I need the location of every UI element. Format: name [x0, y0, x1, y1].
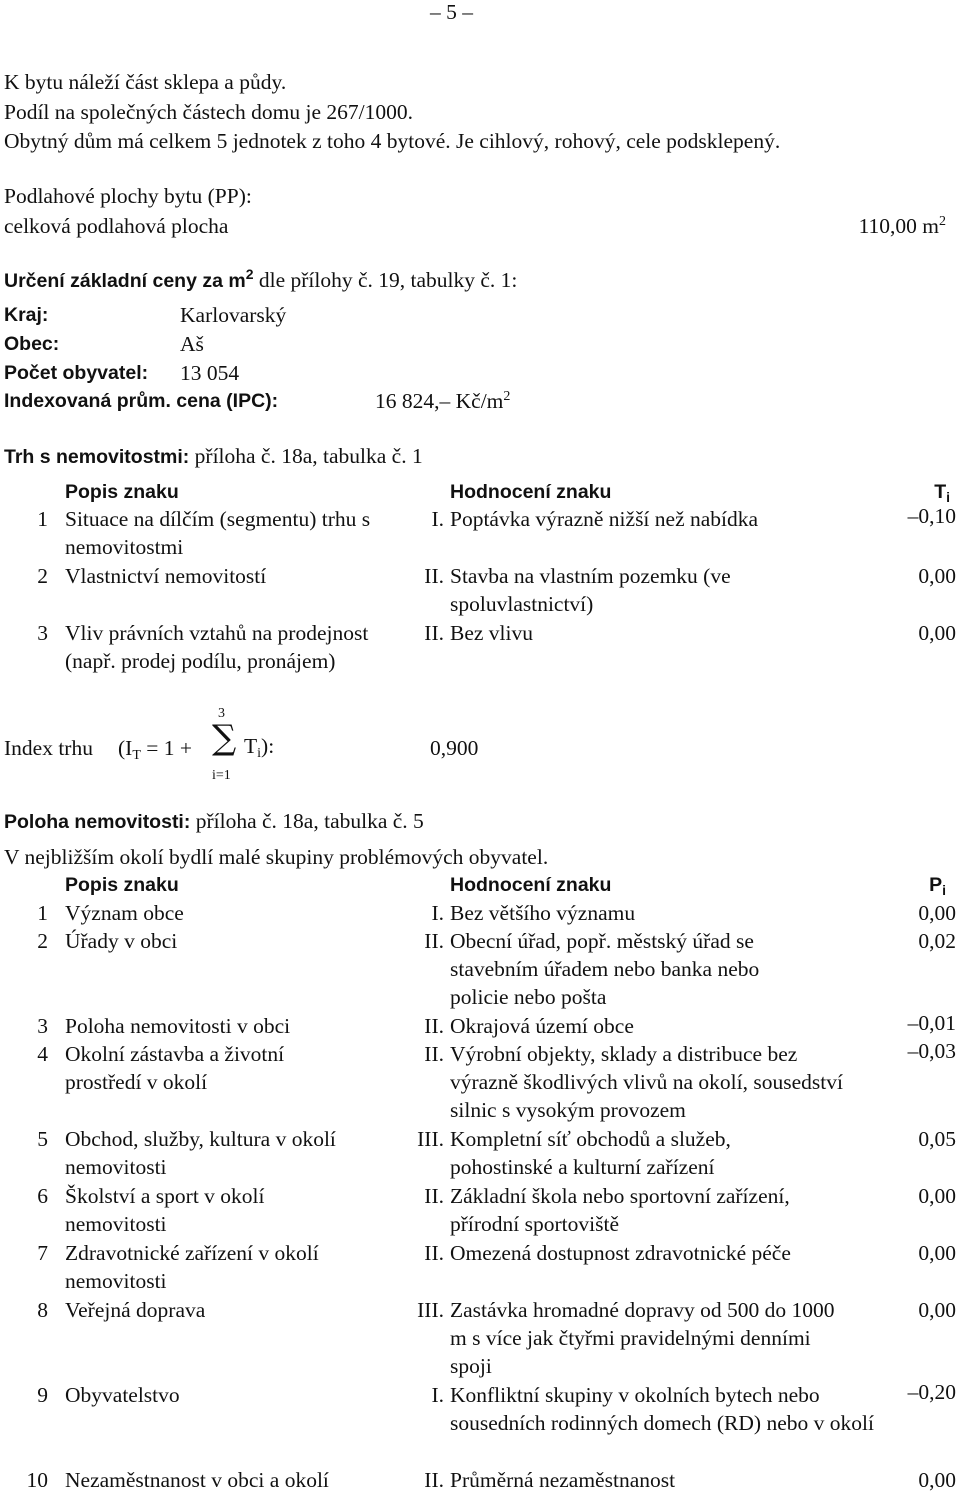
location-row — [0, 1239, 960, 1296]
sum-top: 3 — [218, 706, 225, 721]
location-row — [0, 1381, 960, 1466]
location-row-level: III. — [417, 1127, 444, 1151]
location-row-number: 3 — [37, 1014, 48, 1038]
location-row-level: II. — [424, 929, 444, 953]
location-row-number: 6 — [37, 1184, 48, 1208]
market-row-desc: Vlastnictví nemovitostí — [65, 564, 267, 588]
location-row-number: 9 — [37, 1383, 48, 1407]
location-row — [0, 1012, 960, 1040]
location-row-value: –0,03 — [907, 1039, 956, 1063]
location-row-number: 10 — [26, 1468, 48, 1492]
location-row-number: 2 — [37, 929, 48, 953]
location-row-level: III. — [417, 1298, 444, 1322]
location-row — [0, 927, 960, 1012]
intro-line-3: Obytný dům má celkem 5 jednotek z toho 4 bytové. Je cihlový, rohový, cele podsklepený. — [4, 129, 781, 153]
location-row-level: I. — [431, 1383, 444, 1407]
location-row-level: II. — [424, 1014, 444, 1038]
pocet-label: Počet obyvatel: — [4, 362, 149, 384]
sum-term-sub: i — [257, 746, 262, 761]
location-row-level: I. — [431, 901, 444, 925]
location-row — [0, 1125, 960, 1182]
location-row-value: 0,05 — [918, 1127, 956, 1151]
location-row-eval: Kompletní síť obchodů a služeb, pohostinské a kulturní zařízení — [450, 1127, 731, 1179]
index-formula — [118, 734, 192, 766]
location-row — [0, 1296, 960, 1381]
sum-term — [244, 732, 274, 764]
pocet-value: 13 054 — [180, 361, 240, 385]
floor-value — [859, 212, 946, 244]
location-row-desc: Poloha nemovitosti v obci — [65, 1014, 291, 1038]
location-row-number: 7 — [37, 1241, 48, 1265]
floor-label: celková podlahová plocha — [4, 214, 229, 238]
market-row-desc: Vliv právních vztahů na prodejnost (např. prodej podílu, pronájem) — [65, 621, 369, 673]
location-heading — [4, 807, 424, 836]
sum-bottom: i=1 — [212, 768, 231, 783]
market-row — [0, 619, 960, 709]
location-row-eval: Bez většího významu — [450, 901, 636, 925]
location-row-eval: Průměrná nezaměstnanost — [450, 1468, 676, 1492]
location-row-desc: Obyvatelstvo — [65, 1383, 180, 1407]
index-formula-b: = 1 + — [140, 736, 193, 760]
location-row-level: II. — [424, 1241, 444, 1265]
location-row-value: 0,02 — [918, 929, 956, 953]
ipc-value-number: 16 824,– Kč/m — [375, 389, 504, 413]
location-col-hodnoceni: Hodnocení znaku — [450, 874, 612, 896]
floor-value-sup: 2 — [939, 214, 946, 229]
ipc-label: Indexovaná prům. cena (IPC): — [4, 390, 279, 412]
location-heading-b: příloha č. 18a, tabulka č. 5 — [190, 809, 424, 833]
market-row-eval: Stavba na vlastním pozemku (ve spoluvlastnictví) — [450, 564, 731, 616]
location-col-p-letter: P — [929, 874, 943, 896]
location-row-eval: Obecní úřad, popř. městský úřad se stavebním úřadem nebo banka nebo policie nebo pošta — [450, 929, 760, 1009]
index-formula-sub: T — [132, 748, 141, 763]
location-row-eval: Okrajová území obce — [450, 1014, 634, 1038]
market-row-eval: Poptávka výrazně nižší než nabídka — [450, 507, 759, 531]
location-row-desc: Úřady v obci — [65, 929, 178, 953]
location-row — [0, 1466, 960, 1494]
index-label: Index trhu — [4, 736, 93, 760]
kraj-label: Kraj: — [4, 304, 49, 326]
sum-close: ): — [261, 734, 275, 758]
market-heading — [4, 442, 423, 471]
obec-value: Aš — [180, 332, 204, 356]
intro-line-1: K bytu náleží část sklepa a půdy. — [4, 70, 287, 94]
location-row-desc: Zdravotnické zařízení v okolí nemovitosti — [65, 1241, 319, 1293]
market-row — [0, 562, 960, 622]
obec-label: Obec: — [4, 333, 60, 355]
basic-price-heading-sup: 2 — [245, 266, 254, 282]
market-row-number: 1 — [37, 507, 48, 531]
intro-line-2: Podíl na společných částech domu je 267/1000. — [4, 100, 414, 124]
location-row-number: 4 — [37, 1042, 48, 1066]
location-row-eval: Omezená dostupnost zdravotnické péče — [450, 1241, 791, 1265]
location-col-p — [929, 871, 946, 900]
basic-price-heading-b: dle přílohy č. 19, tabulky č. 1: — [253, 268, 518, 292]
market-row-value: –0,10 — [907, 504, 956, 528]
market-row — [0, 505, 960, 565]
location-row-level: II. — [424, 1468, 444, 1492]
location-row-eval: Základní škola nebo sportovní zařízení, přírodní sportoviště — [450, 1184, 790, 1236]
market-heading-b: příloha č. 18a, tabulka č. 1 — [189, 444, 423, 468]
location-row-value: 0,00 — [918, 901, 956, 925]
location-row-eval: Výrobní objekty, sklady a distribuce bez výrazně škodlivých vlivů na okolí, sousedství silnic s vysokým provozem — [450, 1042, 843, 1122]
location-row-value: 0,00 — [918, 1468, 956, 1492]
sum-term-letter: T — [244, 734, 258, 758]
location-col-p-sub: i — [942, 882, 946, 898]
market-heading-a: Trh s nemovitostmi: — [4, 446, 190, 468]
sum-sign: ∑ — [212, 718, 237, 758]
location-row-number: 8 — [37, 1298, 48, 1322]
basic-price-heading — [4, 266, 517, 296]
location-heading-a: Poloha nemovitosti: — [4, 811, 191, 833]
location-row-level: II. — [424, 1042, 444, 1066]
location-row-desc: Školství a sport v okolí nemovitosti — [65, 1184, 265, 1236]
location-row-number: 1 — [37, 901, 48, 925]
location-row-desc: Nezaměstnanost v obci a okolí — [65, 1468, 329, 1492]
location-row-desc: Veřejná doprava — [65, 1298, 206, 1322]
market-col-popis: Popis znaku — [65, 481, 179, 503]
location-row-level: II. — [424, 1184, 444, 1208]
market-row-value: 0,00 — [918, 621, 956, 645]
market-row-value: 0,00 — [918, 564, 956, 588]
ipc-value — [375, 387, 510, 419]
index-formula-a: (I — [118, 736, 133, 760]
location-row-value: 0,00 — [918, 1298, 956, 1322]
market-row-eval: Bez vlivu — [450, 621, 533, 645]
floor-value-number: 110,00 m — [858, 214, 939, 238]
location-row-eval: Konfliktní skupiny v okolních bytech nebo sousedních rodinných domech (RD) nebo v okolí — [450, 1383, 874, 1435]
basic-price-heading-a: Určení základní ceny za m — [4, 270, 246, 292]
market-col-t-letter: T — [934, 481, 947, 503]
market-row-level: II. — [424, 621, 444, 645]
location-row-value: –0,01 — [907, 1011, 956, 1035]
location-row-value: 0,00 — [918, 1184, 956, 1208]
market-row-desc: Situace na dílčím (segmentu) trhu s nemovitostmi — [65, 507, 371, 559]
location-row — [0, 1040, 960, 1125]
location-col-popis: Popis znaku — [65, 874, 179, 896]
location-note: V nejbližším okolí bydlí malé skupiny problémových obyvatel. — [4, 845, 549, 869]
location-row-eval: Zastávka hromadné dopravy od 500 do 1000 m s více jak čtyřmi pravidelnými denními spoji — [450, 1298, 835, 1378]
floor-heading: Podlahové plochy bytu (PP): — [4, 184, 252, 208]
location-row-value: –0,20 — [907, 1380, 956, 1404]
kraj-value: Karlovarský — [180, 303, 287, 327]
market-col-hodnoceni: Hodnocení znaku — [450, 481, 612, 503]
market-col-t-sub: i — [946, 489, 950, 505]
location-row — [0, 899, 960, 927]
location-row-desc: Okolní zástavba a životní prostředí v okolí — [65, 1042, 285, 1094]
market-row-level: I. — [431, 507, 444, 531]
market-row-level: II. — [424, 564, 444, 588]
ipc-value-sup: 2 — [503, 389, 511, 404]
location-row — [0, 1182, 960, 1239]
location-row-value: 0,00 — [918, 1241, 956, 1265]
page-number: – 5 – — [430, 0, 473, 24]
market-row-number: 3 — [37, 621, 48, 645]
location-row-desc: Význam obce — [65, 901, 184, 925]
index-value: 0,900 — [430, 736, 479, 760]
location-row-desc: Obchod, služby, kultura v okolí nemovitosti — [65, 1127, 336, 1179]
market-row-number: 2 — [37, 564, 48, 588]
location-row-number: 5 — [37, 1127, 48, 1151]
